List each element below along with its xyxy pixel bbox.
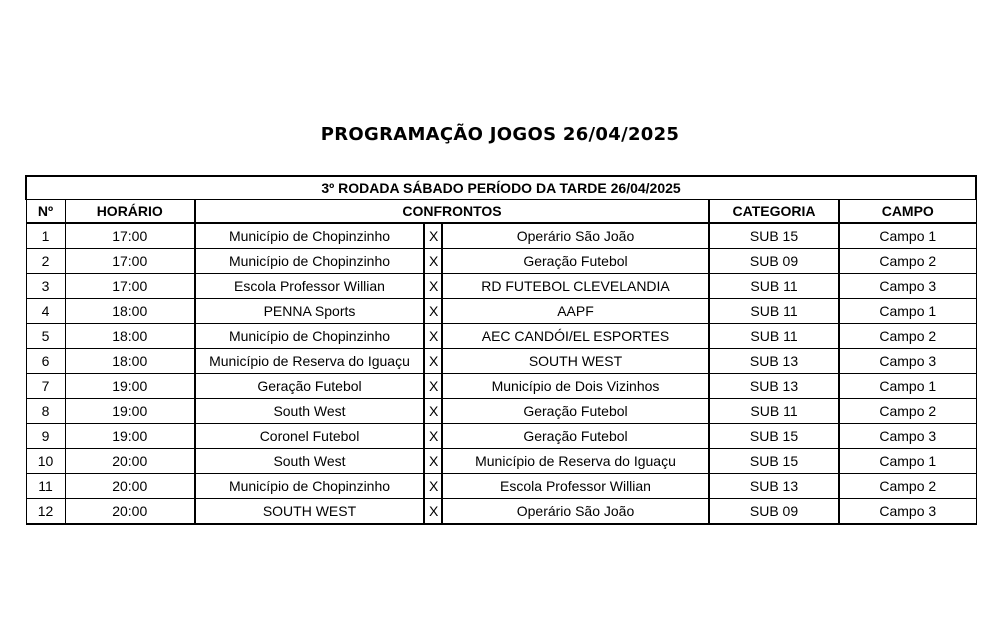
cell-field: Campo 2 (839, 249, 976, 274)
cell-category: SUB 15 (709, 223, 839, 249)
cell-field: Campo 3 (839, 499, 976, 525)
cell-time: 19:00 (65, 399, 195, 424)
cell-field: Campo 2 (839, 324, 976, 349)
table-row (26, 223, 976, 249)
cell-field: Campo 1 (839, 374, 976, 399)
cell-versus: X (424, 424, 442, 449)
cell-field: Campo 1 (839, 299, 976, 324)
cell-field: Campo 3 (839, 274, 976, 299)
cell-category: SUB 15 (709, 424, 839, 449)
cell-away-team: RD FUTEBOL CLEVELANDIA (442, 274, 709, 299)
cell-away-team: AAPF (442, 299, 709, 324)
cell-num: 11 (26, 474, 65, 499)
cell-num: 8 (26, 399, 65, 424)
cell-time: 18:00 (65, 299, 195, 324)
cell-time: 17:00 (65, 249, 195, 274)
cell-versus: X (424, 324, 442, 349)
cell-home-team: PENNA Sports (195, 299, 424, 324)
schedule-body (26, 176, 976, 524)
cell-num: 12 (26, 499, 65, 525)
cell-away-team: Município de Reserva do Iguaçu (442, 449, 709, 474)
header-num: Nº (26, 200, 65, 224)
cell-away-team: Geração Futebol (442, 399, 709, 424)
cell-time: 19:00 (65, 424, 195, 449)
cell-time: 20:00 (65, 449, 195, 474)
cell-time: 19:00 (65, 374, 195, 399)
cell-home-team: Geração Futebol (195, 374, 424, 399)
cell-away-team: Operário São João (442, 499, 709, 525)
cell-away-team: SOUTH WEST (442, 349, 709, 374)
cell-num: 1 (26, 223, 65, 249)
table-row (26, 349, 976, 374)
cell-versus: X (424, 374, 442, 399)
cell-versus: X (424, 349, 442, 374)
cell-versus: X (424, 399, 442, 424)
banner-row (26, 176, 976, 200)
cell-time: 20:00 (65, 499, 195, 525)
cell-home-team: Município de Reserva do Iguaçu (195, 349, 424, 374)
cell-home-team: Município de Chopinzinho (195, 249, 424, 274)
cell-field: Campo 1 (839, 449, 976, 474)
cell-home-team: Coronel Futebol (195, 424, 424, 449)
header-row (26, 200, 976, 224)
cell-home-team: South West (195, 449, 424, 474)
cell-num: 2 (26, 249, 65, 274)
table-row (26, 474, 976, 499)
cell-category: SUB 11 (709, 399, 839, 424)
cell-category: SUB 13 (709, 474, 839, 499)
cell-away-team: Geração Futebol (442, 249, 709, 274)
cell-versus: X (424, 249, 442, 274)
cell-versus: X (424, 299, 442, 324)
cell-field: Campo 3 (839, 349, 976, 374)
cell-time: 18:00 (65, 349, 195, 374)
table-row (26, 374, 976, 399)
cell-versus: X (424, 223, 442, 249)
cell-time: 17:00 (65, 223, 195, 249)
table-row (26, 424, 976, 449)
cell-field: Campo 1 (839, 223, 976, 249)
cell-away-team: AEC CANDÓI/EL ESPORTES (442, 324, 709, 349)
cell-home-team: South West (195, 399, 424, 424)
header-time: HORÁRIO (65, 200, 195, 224)
table-row (26, 499, 976, 525)
cell-versus: X (424, 274, 442, 299)
table-row (26, 399, 976, 424)
header-field: CAMPO (839, 200, 976, 224)
cell-field: Campo 3 (839, 424, 976, 449)
cell-category: SUB 09 (709, 249, 839, 274)
cell-versus: X (424, 474, 442, 499)
cell-time: 18:00 (65, 324, 195, 349)
schedule-table (25, 175, 977, 525)
table-row (26, 449, 976, 474)
cell-num: 10 (26, 449, 65, 474)
cell-time: 20:00 (65, 474, 195, 499)
table-row (26, 274, 976, 299)
cell-home-team: Município de Chopinzinho (195, 223, 424, 249)
cell-away-team: Município de Dois Vizinhos (442, 374, 709, 399)
cell-versus: X (424, 499, 442, 525)
cell-away-team: Operário São João (442, 223, 709, 249)
cell-num: 6 (26, 349, 65, 374)
cell-category: SUB 13 (709, 349, 839, 374)
cell-away-team: Geração Futebol (442, 424, 709, 449)
cell-category: SUB 09 (709, 499, 839, 525)
cell-field: Campo 2 (839, 474, 976, 499)
cell-category: SUB 15 (709, 449, 839, 474)
cell-category: SUB 11 (709, 274, 839, 299)
cell-field: Campo 2 (839, 399, 976, 424)
table-row (26, 324, 976, 349)
cell-num: 9 (26, 424, 65, 449)
table-row (26, 249, 976, 274)
cell-home-team: SOUTH WEST (195, 499, 424, 525)
cell-category: SUB 11 (709, 324, 839, 349)
cell-num: 7 (26, 374, 65, 399)
cell-home-team: Município de Chopinzinho (195, 474, 424, 499)
page-title: PROGRAMAÇÃO JOGOS 26/04/2025 (320, 124, 680, 145)
cell-num: 3 (26, 274, 65, 299)
cell-category: SUB 11 (709, 299, 839, 324)
header-matches: CONFRONTOS (195, 200, 709, 224)
table-row (26, 299, 976, 324)
cell-home-team: Município de Chopinzinho (195, 324, 424, 349)
cell-num: 4 (26, 299, 65, 324)
cell-home-team: Escola Professor Willian (195, 274, 424, 299)
cell-away-team: Escola Professor Willian (442, 474, 709, 499)
cell-time: 17:00 (65, 274, 195, 299)
cell-num: 5 (26, 324, 65, 349)
cell-versus: X (424, 449, 442, 474)
header-category: CATEGORIA (709, 200, 839, 224)
cell-category: SUB 13 (709, 374, 839, 399)
round-banner: 3º RODADA SÁBADO PERÍODO DA TARDE 26/04/2025 (26, 176, 976, 200)
